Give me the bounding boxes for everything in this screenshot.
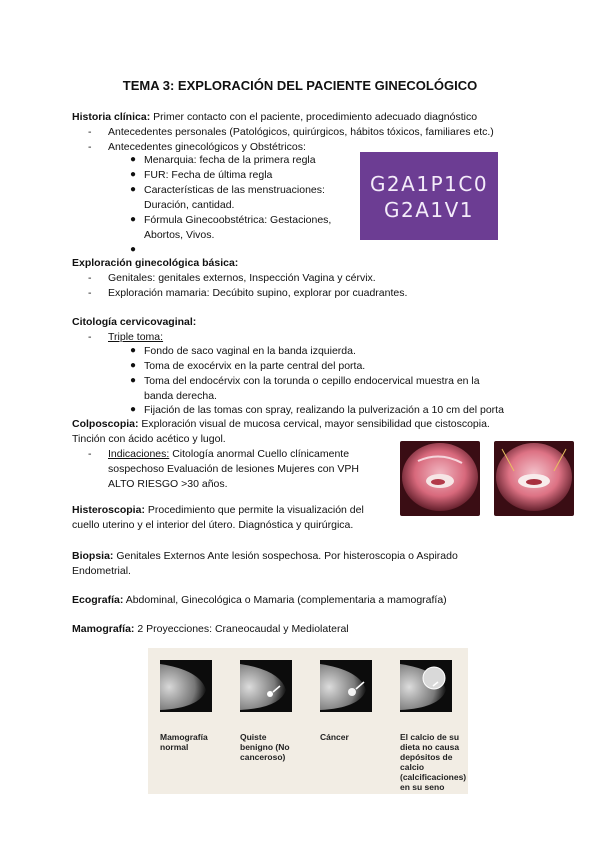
historia-paragraph (72, 110, 477, 125)
caption-line: canceroso) (240, 752, 286, 762)
histeroscopia-paragraph (72, 503, 364, 518)
colposcopy-image-2 (494, 441, 574, 516)
caption-normal (160, 732, 208, 752)
formula-box (360, 152, 498, 240)
historia-bullet-4-cont: Abortos, Vivos. (144, 229, 215, 241)
caption-line: calcio (400, 762, 425, 772)
indicaciones-text3: ALTO RIESGO >30 años. (108, 478, 228, 490)
caption-line: en su seno (400, 782, 445, 792)
caption-line: dieta no causa (400, 742, 460, 752)
historia-label: Historia clínica: (72, 111, 151, 123)
bullet-text: Toma del endocérvix con la torunda o cepillo endocervical muestra en la (144, 375, 480, 387)
exploracion-dash1-text: Genitales: genitales externos, Inspección Vagina y cérvix. (108, 272, 376, 284)
bullet-text: Fórmula Ginecoobstétrica: Gestaciones, (144, 214, 332, 226)
colposcopy-image-1 (400, 441, 480, 516)
colposcopia-text: Exploración visual de mucosa cervical, mayor sensibilidad que cistoscopia. (138, 418, 490, 430)
caption-line: Cáncer (320, 732, 349, 742)
bullet-text: Fondo de saco vaginal en la banda izquierda. (144, 345, 356, 357)
caption-line: El calcio de su (400, 732, 460, 742)
mammogram-calcification-image (400, 660, 452, 712)
colposcopia-line2: Tinción con ácido acético y lugol. (72, 433, 226, 445)
caption-cyst (240, 732, 290, 762)
formula-line2: G2A1V1 (383, 198, 475, 222)
mammogram-normal-image (160, 660, 212, 712)
historia-dash2-text: Antecedentes ginecológicos y Obstétricos: (108, 141, 306, 153)
caption-calcification (400, 732, 466, 792)
historia-text: Primer contacto con el paciente, procedimiento adecuado diagnóstico (150, 111, 478, 123)
histeroscopia-label: Histeroscopia: (72, 504, 145, 516)
mammography-figure (148, 648, 468, 794)
biopsia-text: Genitales Externos Ante lesión sospechosa. Por histeroscopia o Aspirado (113, 550, 458, 562)
citologia-dash1-text: Triple toma: (108, 331, 164, 343)
biopsia-paragraph (72, 549, 458, 564)
bullet-text: FUR: Fecha de última regla (144, 169, 273, 181)
caption-line: normal (160, 742, 189, 752)
page-title: TEMA 3: EXPLORACIÓN DEL PACIENTE GINECOLÓGICO (122, 78, 478, 93)
mamografia-text: 2 Proyecciones: Craneocaudal y Mediolateral (134, 623, 349, 635)
mammogram-cancer-image (320, 660, 372, 712)
indicaciones-text2: sospechoso Evaluación de lesiones Mujeres con VPH (108, 463, 359, 475)
caption-line: Quiste (240, 732, 267, 742)
colposcopia-paragraph (72, 417, 490, 432)
caption-line: Mamografía (160, 732, 208, 742)
mamografia-paragraph (72, 622, 349, 637)
caption-line: depósitos de (400, 752, 453, 762)
ecografia-paragraph (72, 593, 447, 608)
caption-line: benigno (No (240, 742, 290, 752)
historia-bullet-3-cont: Duración, cantidad. (144, 199, 235, 211)
bullet-text: Menarquia: fecha de la primera regla (144, 154, 316, 166)
colposcopia-label: Colposcopia: (72, 418, 139, 430)
historia-dash1-text: Antecedentes personales (Patológicos, quirúrgicos, hábitos tóxicos, familiares etc.) (108, 126, 494, 138)
biopsia-line2: Endometrial. (72, 565, 131, 577)
caption-cancer (320, 732, 349, 742)
exploracion-dash2-text: Exploración mamaria: Decúbito supino, explorar por cuadrantes. (108, 287, 408, 299)
bullet-text: Características de las menstruaciones: (144, 184, 325, 196)
mamografia-label: Mamografía: (72, 623, 135, 635)
caption-line: (calcificaciones) (400, 772, 467, 782)
formula-line1: G2A1P1C0 (369, 172, 489, 196)
citologia-bullet-3-cont: banda derecha. (144, 390, 217, 402)
indicaciones-text1: Citología anormal Cuello clínicamente (169, 448, 350, 460)
histeroscopia-line2: cuello uterino y el interior del útero. Diagnóstica y quirúrgica. (72, 519, 354, 531)
histeroscopia-text: Procedimiento que permite la visualización del (144, 504, 364, 516)
ecografia-label: Ecografía: (72, 594, 124, 606)
ecografia-text: Abdominal, Ginecológica o Mamaria (complementaria a mamografía) (123, 594, 447, 606)
citologia-label: Citología cervicovaginal: (72, 316, 197, 328)
biopsia-label: Biopsia: (72, 550, 114, 562)
indicaciones-label: Indicaciones: (108, 448, 170, 460)
mammogram-cyst-image (240, 660, 292, 712)
bullet-text: Toma de exocérvix en la parte central del porta. (144, 360, 366, 372)
bullet-text: Fijación de las tomas con spray, realizando la pulverización a 10 cm del porta (144, 404, 504, 416)
exploracion-label: Exploración ginecológica básica: (72, 257, 239, 269)
